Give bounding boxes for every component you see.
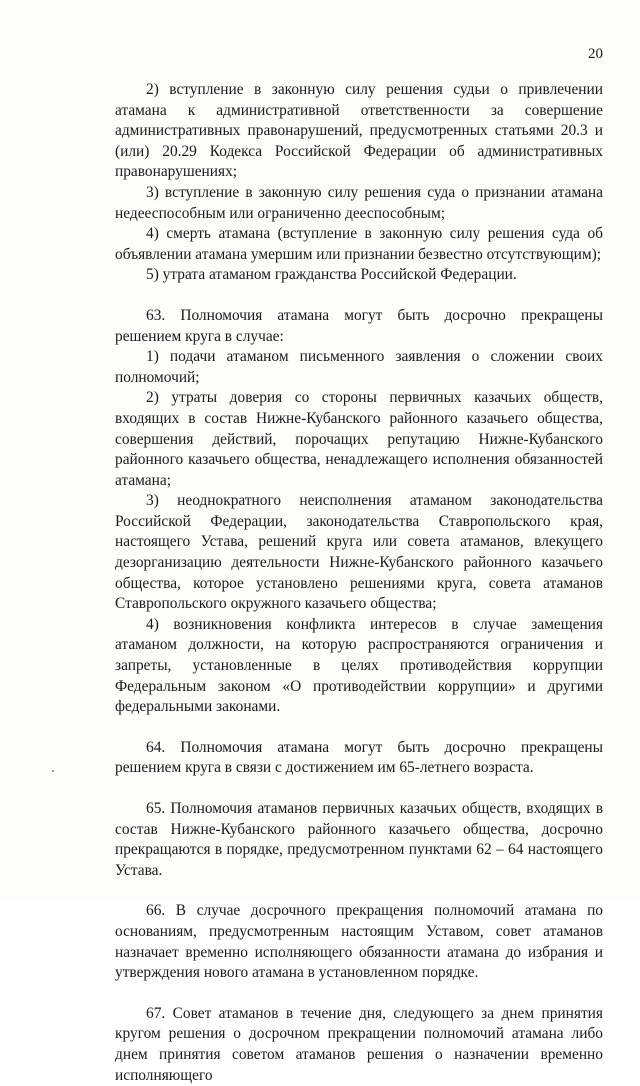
paragraph-66: 66. В случае досрочного прекращения полномочий атамана по основаниям, предусмотренным настоящим Уставом, совет атаманов назначает временно исполняющего обязанности атамана до избрания и утверждения нового атамана в установленном порядке. — [115, 902, 603, 982]
paragraph-67: 67. Совет атаманов в течение дня, следующего за днем принятия кругом решения о досрочном прекращении полномочий атамана либо днем принятия советом атаманов решения о назначении временно исполняющего — [115, 1004, 603, 1084]
document-body — [115, 80, 603, 1086]
paragraph-64: 64. Полномочия атамана могут быть досрочно прекращены решением круга в связи с достижением им 65-летнего возраста. — [115, 738, 603, 777]
paragraph-62-4: 4) смерть атамана (вступление в законную силу решения суда об объявлении атамана умершим или признании безвестно отсутствующим); — [115, 225, 603, 263]
paragraph-65: 65. Полномочия атаманов первичных казачьих обществ, входящих в состав Нижне-Кубанского районного казачьего общества, досрочно прекращаются в порядке, предусмотренном пунктами 62 – 64 настоящего Устава. — [115, 800, 603, 879]
paragraph-62-2: 2) вступление в законную силу решения судьи о привлечении атамана к административной ответственности за совершение административных правонарушений, предусмотренных статьями 20.3 и (или) 20.29 Кодекса Российской Федерации об административных правонарушениях; — [115, 81, 603, 181]
paragraph-63: 63. Полномочия атамана могут быть досрочно прекращены решением круга в случае: — [115, 306, 603, 345]
paragraph-63-4: 4) возникновения конфликта интересов в случае замещения атаманом должности, на которую распространяются ограничения и запреты, установленные в целях противодействия коррупции Федеральным законом «О противодействии коррупции» и другими федеральными законами. — [115, 615, 603, 716]
page-number: 20 — [588, 46, 603, 62]
paragraph-62-5: 5) утрата атаманом гражданства Российской Федерации. — [146, 266, 517, 284]
paragraph-63-1: 1) подачи атаманом письменного заявления о сложении своих полномочий; — [115, 348, 603, 386]
paragraph-63-3: 3) неоднократного неисполнения атаманом законодательства Российской Федерации, законодательства Ставропольского края, настоящего Устава, решений круга или совета атаманов, влекущего дезорганизацию деятельности Нижне-Кубанского районного казачьего общества, которое установлено решениями круга, совета атаманов Ставропольского окружного казачьего общества; — [115, 492, 603, 613]
paragraph-62-3: 3) вступление в законную силу решения суда о признании атамана недееспособным или ограниченно дееспособным; — [115, 183, 603, 222]
paragraph-63-2: 2) утраты доверия со стороны первичных казачьих обществ, входящих в состав Нижне-Кубанского районного казачьего общества, совершения действий, порочащих репутацию Нижне-Кубанского районного казачьего общества, ненадлежащего исполнения обязанностей атамана; — [115, 389, 603, 489]
scan-speck — [52, 770, 54, 772]
